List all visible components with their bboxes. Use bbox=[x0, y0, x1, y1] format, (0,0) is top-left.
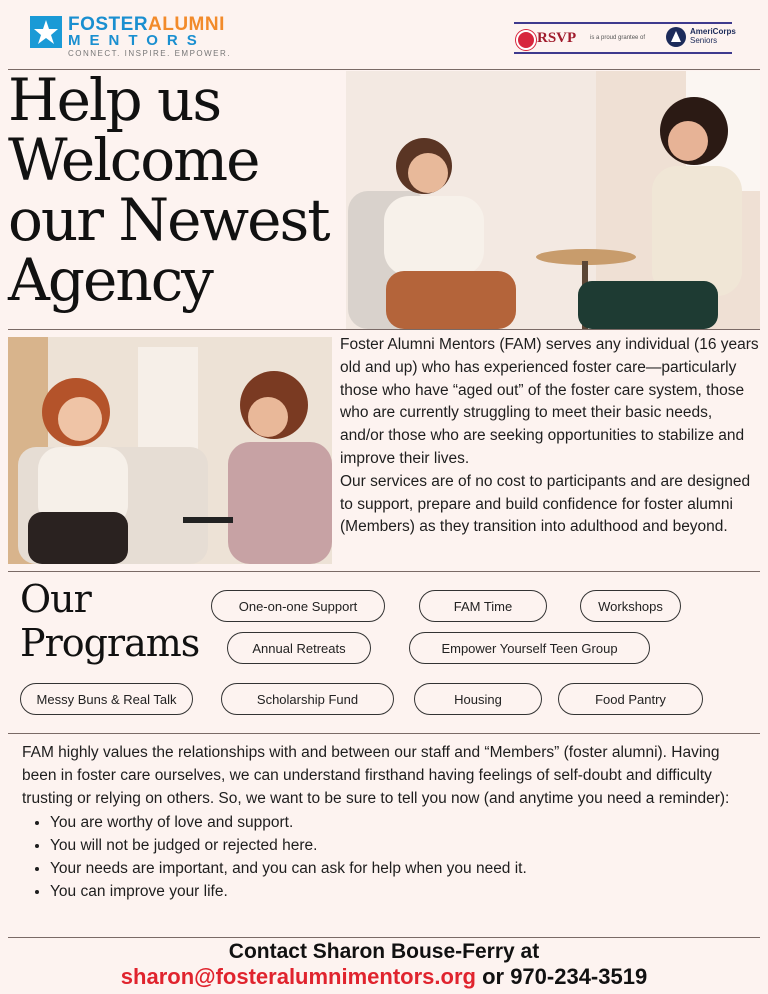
headline-line: our Newest bbox=[8, 186, 329, 254]
program-scholarship-fund: Scholarship Fund bbox=[221, 683, 394, 715]
rsvp-logo-icon bbox=[516, 30, 536, 50]
program-messy-buns-real-talk: Messy Buns & Real Talk bbox=[20, 683, 193, 715]
divider bbox=[8, 571, 760, 572]
program-empower-yourself-teen-group: Empower Yourself Teen Group bbox=[409, 632, 650, 664]
logo-tagline: CONNECT. INSPIRE. EMPOWER. bbox=[68, 49, 232, 58]
intro-text bbox=[340, 334, 760, 539]
logo-mentors: MENTORS bbox=[68, 32, 206, 49]
americorps-logo-icon bbox=[666, 27, 686, 47]
programs-title-line: Programs bbox=[20, 621, 200, 665]
partner-banner bbox=[514, 18, 736, 56]
program-annual-retreats: Annual Retreats bbox=[227, 632, 371, 664]
programs-title bbox=[20, 577, 199, 665]
values-section bbox=[22, 741, 742, 903]
values-list bbox=[22, 811, 742, 904]
mentoring-photo bbox=[8, 337, 332, 564]
program-fam-time: FAM Time bbox=[419, 590, 547, 622]
values-paragraph: FAM highly values the relationships with and between our staff and “Members” (foster alumni). Having been in foster care ourselves, we can understand firsthand having feelings of self-doubt and difficulty trusting or relying on others. So, we want to be sure to tell you now (and anytime you need a reminder): bbox=[22, 744, 730, 808]
americorps-name: AmeriCorps bbox=[690, 27, 736, 36]
divider bbox=[8, 329, 760, 330]
logo-alumni: ALUMNI bbox=[148, 14, 225, 35]
americorps-label bbox=[690, 27, 736, 45]
logo-foster: FOSTER bbox=[68, 14, 149, 35]
counseling-photo bbox=[346, 71, 760, 329]
list-item: • You are worthy of love and support. bbox=[50, 811, 742, 834]
contact-or: or bbox=[475, 964, 511, 989]
program-workshops: Workshops bbox=[580, 590, 681, 622]
divider bbox=[8, 937, 760, 938]
banner-top-line bbox=[514, 22, 732, 24]
rsvp-label: RSVP bbox=[537, 30, 577, 46]
headline-line: Welcome bbox=[8, 126, 259, 194]
divider bbox=[8, 733, 760, 734]
list-item: • You can improve your life. bbox=[50, 880, 742, 903]
headline-line: Agency bbox=[8, 246, 212, 314]
contact-email-link[interactable]: sharon@fosteralumnimentors.org bbox=[120, 964, 476, 989]
intro-paragraph: Foster Alumni Mentors (FAM) serves any individual (16 years old and up) who has experienced foster care—particularly those who have “aged out” of the foster care system, those who are currently struggling to meet their basic needs, and/or those who are seeking opportunities to stabilize and improve their lives. bbox=[340, 336, 759, 467]
headline bbox=[8, 66, 348, 314]
program-food-pantry: Food Pantry bbox=[558, 683, 703, 715]
grantee-text: is a proud grantee of bbox=[590, 35, 646, 41]
list-item: • You will not be judged or rejected here. bbox=[50, 834, 742, 857]
contact-details bbox=[0, 964, 768, 990]
list-item: • Your needs are important, and you can ask for help when you need it. bbox=[50, 857, 742, 880]
program-housing: Housing bbox=[414, 683, 542, 715]
program-one-on-one-support: One-on-one Support bbox=[211, 590, 385, 622]
americorps-seniors: Seniors bbox=[690, 36, 718, 45]
contact-phone[interactable]: 970-234-3519 bbox=[510, 964, 648, 989]
intro-paragraph: Our services are of no cost to participants and are designed to support, prepare and build confidence for foster alumni (Members) as they transition into adulthood and beyond. bbox=[340, 472, 751, 536]
contact-heading: Contact Sharon Bouse-Ferry at bbox=[228, 940, 540, 963]
programs-title-line: Our bbox=[20, 577, 91, 621]
star-logo-icon bbox=[30, 16, 62, 48]
banner-bottom-line bbox=[514, 52, 732, 54]
headline-line: Help us bbox=[8, 66, 221, 134]
